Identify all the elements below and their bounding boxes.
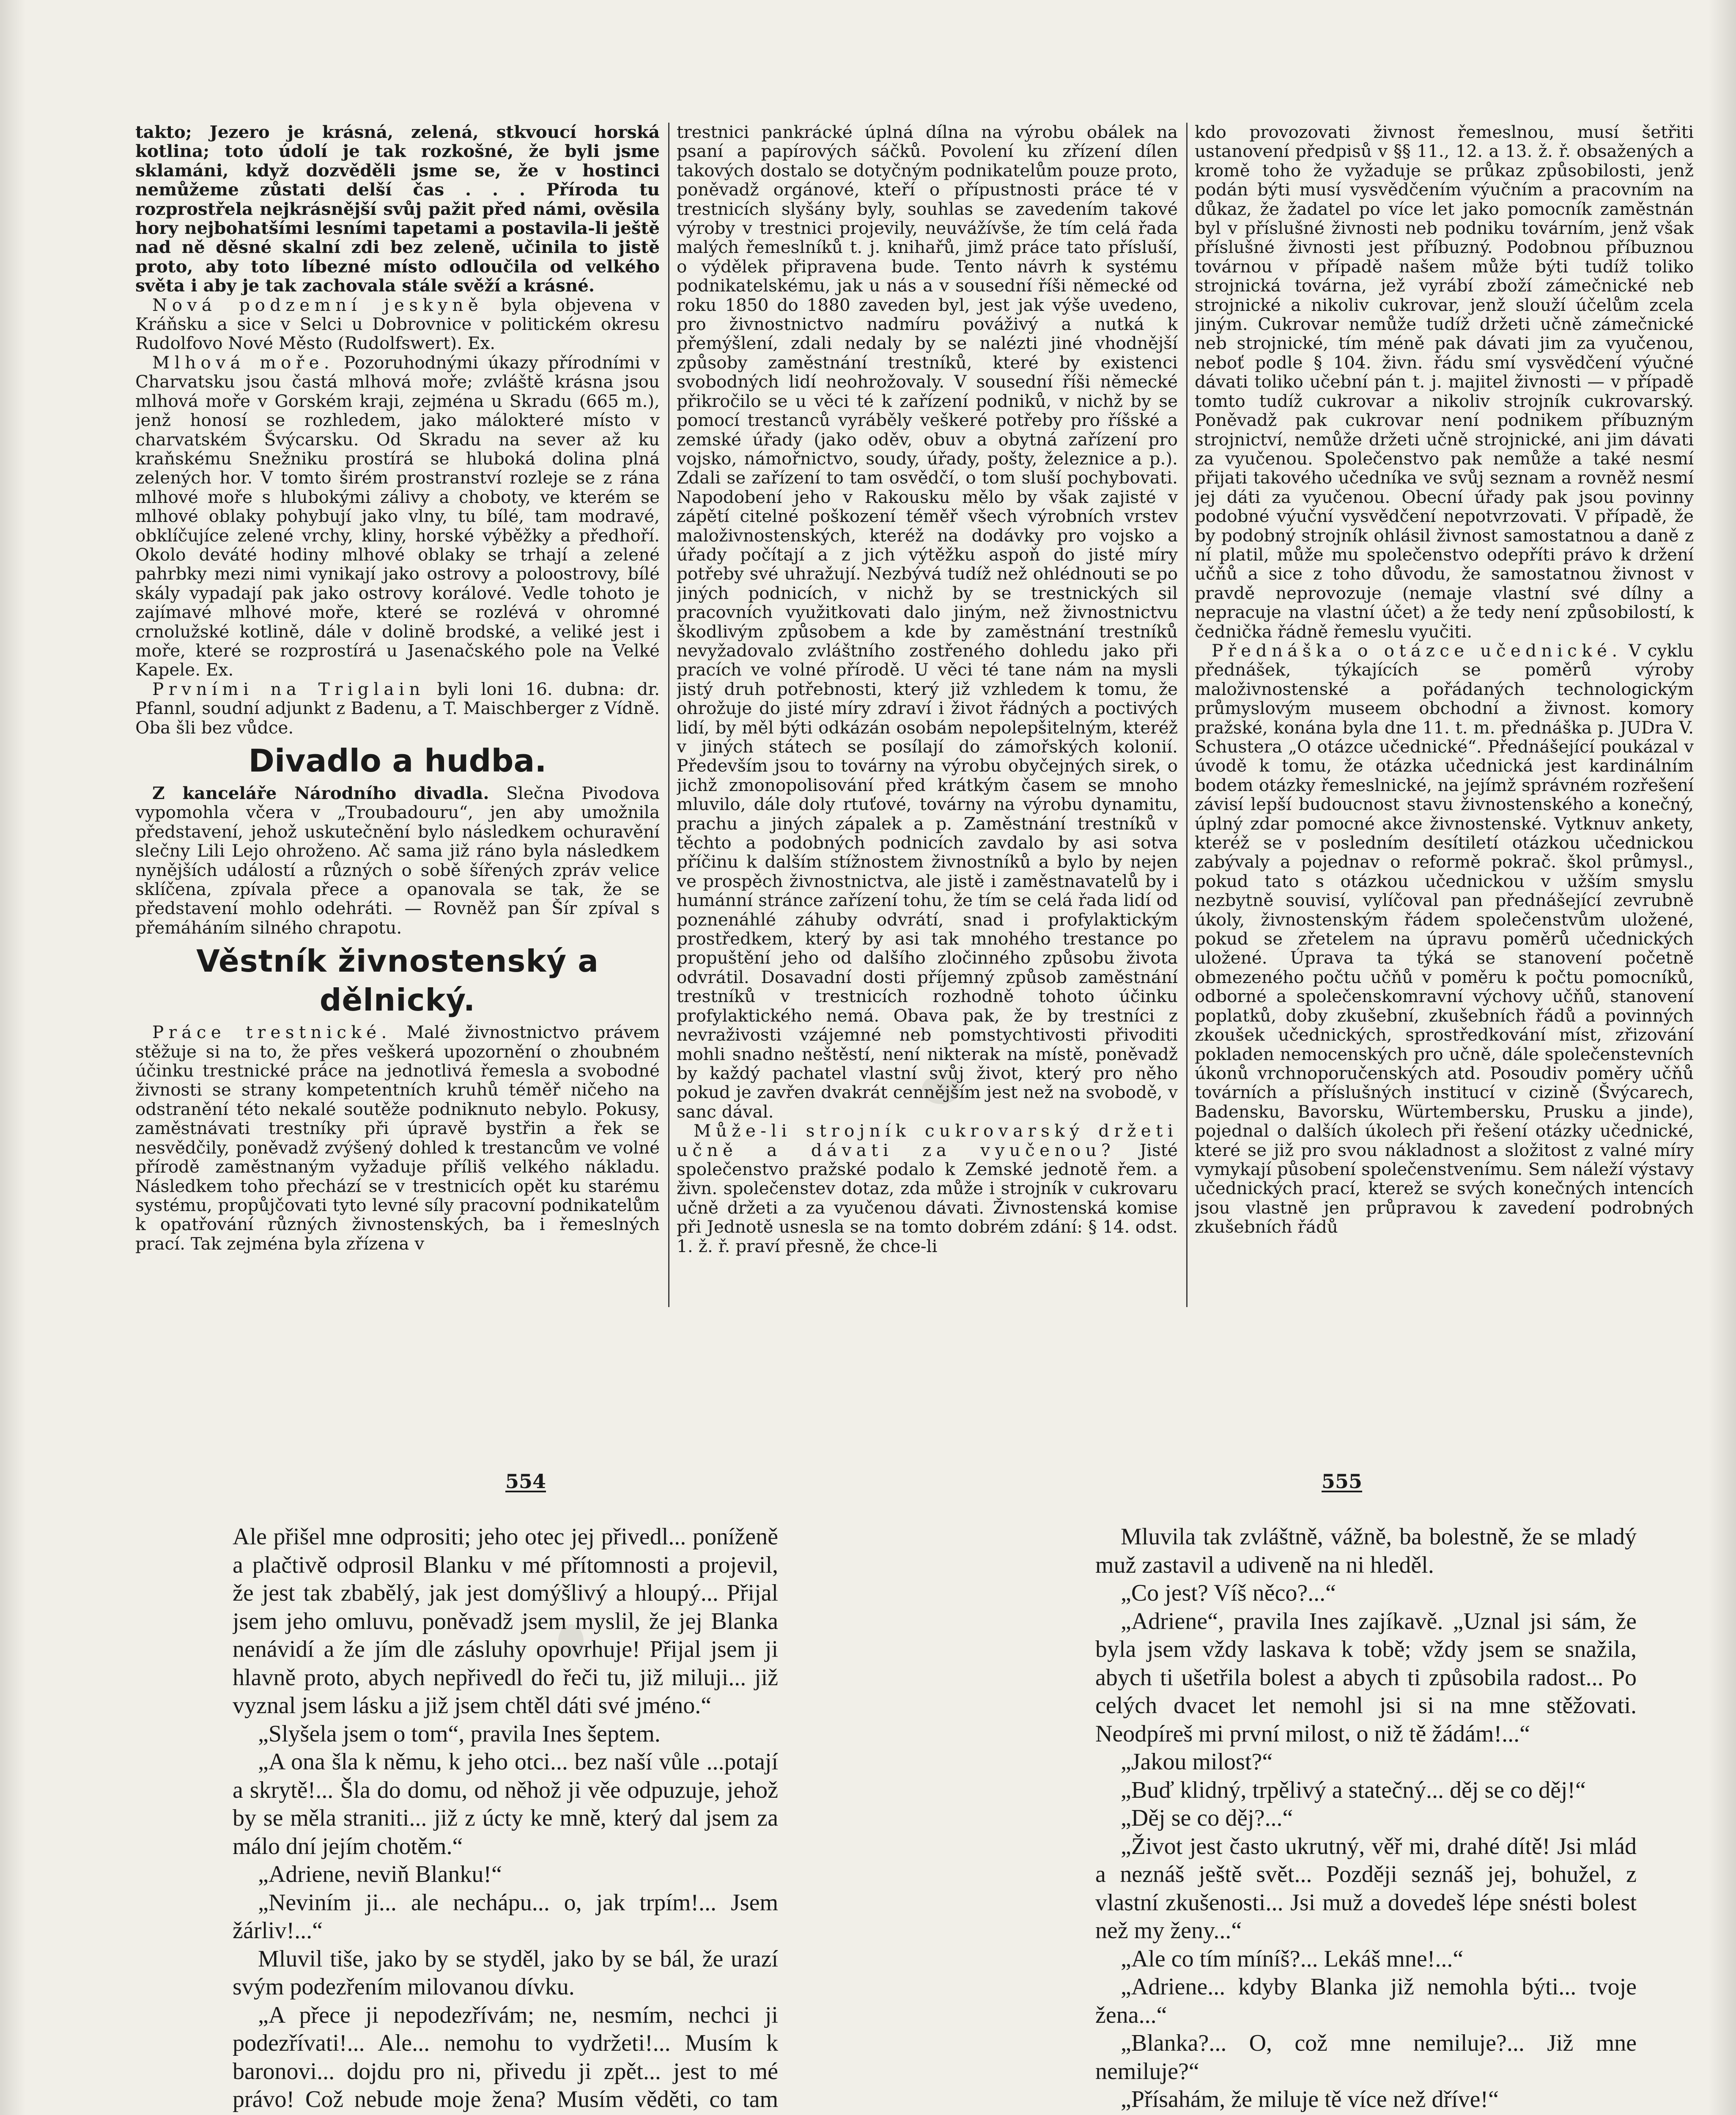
trade-section-heading: Věstník živnostenský a dělnický. (196, 943, 599, 1018)
novel-paragraph: „Přísahám, že miluje tě více než dříve!“ (1121, 2086, 1499, 2112)
triglav-paragraph: Prvními na Triglain byli loni 16. dubna: dr. Pfannl, soudní adjunkt z Badenu, a T. Maischberger z Vídně. Oba šli bez vůdce. (135, 678, 660, 738)
novel-paragraph: „A ona šla k němu, k jeho otci... bez naší vůle ...potají a skrytě!... Šla do domu, od něhož ji věe odpuzuje, jehož by se měla straniti... již z úcty ke mně, který dal jsem za málo dní jejím chotěm.“ (233, 1749, 778, 1860)
column-1 (135, 123, 660, 1307)
novel-paragraph: „Neviním ji... ale nechápu... o, jak trpím!... Jsem žárliv!...“ (233, 1889, 778, 1944)
novel-left-column (233, 1523, 778, 2115)
theatre-paragraph: Z kanceláře Národního divadla. Slečna Pivodova vypomohla včera v „Troubadouru“, jen aby umožnila představení, jehož uskutečnění bylo následkem ochuravění slečny Lili Lejo ohroženo. Ač sama již ráno byla následkem nynějších událostí a různých o sobě šířených zpráv velice sklíčena, zpívala přece a opanovala se tak, že se představení mohlo odehráti. — Rovněž pan Šír zpíval s přemáháním silného chrapotu. (135, 783, 660, 938)
column-rule (1186, 123, 1188, 1307)
novel-paragraph: „A přece ji nepodezřívám; ne, nesmím, nechci ji podezřívati!... Ale... nemohu to vydržeti!... Musím k baronovi... dojdu pro ni, přivedu ji zpět... jest to mé právo! Což nebude moje žena? Musím věděti, co tam (233, 2002, 778, 2112)
novel-paragraph: „Buď klidný, trpělivý a statečný... děj se co děj!“ (1121, 1777, 1586, 1803)
lake-paragraph: takto; Jezero je krásná, zelená, stkvoucí horská kotlina; toto údolí je tak rozkošné, že byli jsme sklamáni, když dozvěděli jsme se, že v hostinci nemůžeme zůstati delší čas . . . Příroda tu rozprostřela nejkrásnější svůj pažit před námi, ověsila hory nejbohatšími lesními tapetami a postavila-li ještě nad ně děsné skalní zdi bez zeleně, učinila to jistě proto, aby toto líbezné místo odloučila od velkého světa i aby je tak zachovala stále svěží a krásné. (135, 123, 660, 296)
novel-paragraph: Mluvila tak zvláštně, vážně, ba bolestně, že se mladý muž zastavil a udiveně na ni hleděl. (1095, 1524, 1637, 1578)
page-number-right: 555 (1322, 1470, 1363, 1493)
theatre-section-heading: Divadlo a hudba. (248, 743, 547, 779)
novel-paragraph: „Co jest? Víš něco?...“ (1121, 1580, 1336, 1606)
novel-paragraph: „Život jest často ukrutný, věř mi, drahé dítě! Jsi mlád a neznáš ještě svět... Později seznáš jej, bohužel, z vlastní zkušenosti... Jsi muž a dovedeš lépe snésti bolest než my ženy...“ (1095, 1833, 1637, 1944)
novel-paragraph: „Ale co tím míníš?... Lekáš mne!...“ (1121, 1945, 1464, 1972)
novel-paragraph: „Adriene“, pravila Ines zajíkavě. „Uznal jsi sám, že byla jsem vždy laskava k tobě; vždy jsem se snažila, abych ti ušetřila bolest a abych ti způsobila radost... Po celých dvacet let nemohl jsi si na mne stěžovati. Neodpíreš mi první milost, o niž tě žádám!...“ (1095, 1608, 1637, 1747)
page-number-left: 554 (505, 1470, 546, 1493)
convict-labor-paragraph: Práce trestnické. Malé živnostnictvo právem stěžuje si na to, že přes veškerá upozornění o zhoubném účinku trestnické práce na jednotlivá řemesla a svobodné živnosti se strany kompetentních kruhů téměř ničeho na odstranění této nekalé soutěže podniknuto nebylo. Pokusy, zaměstnávati trestníky při úpravě bystřin a řek se nesvědčily, poněvadž zvýšený dohled k trestancům ve volné přírodě zaměstnaným vyžaduje příliš velkého nákladu. Následkem toho přechází se v trestnicích opět ku starému systému, propůjčovati tyto levné síly pracovní podnikatelům k opatřování různých živnostenských, ba i řemeslných prací. Tak zejména byla zřízena v (135, 1022, 660, 1254)
column-2 (677, 123, 1178, 1307)
novel-paragraph: „Jakou milost?“ (1121, 1749, 1273, 1775)
novel-paragraph: „Blanka?... O, což mne nemiluje?... Již mne nemiluje?“ (1095, 2030, 1637, 2085)
novel-paragraph: „Děj se co děj?...“ (1121, 1805, 1293, 1831)
novel-paragraph: Mluvil tiše, jako by se styděl, jako by se bál, že urazí svým podezřením milovanou dívku. (233, 1945, 778, 2000)
column-rule (668, 123, 669, 1307)
novel-paragraph: „Adriene... kdyby Blanka již nemohla býti... tvoje žena...“ (1095, 1974, 1637, 2028)
sugar-mill-continued: kdo provozovati živnost řemeslnou, musí šetřiti ustanovení předpisů v §§ 11., 12. a 13. ž. ř. obsažených a kromě toho že vyžaduje se průkaz způsobilosti, jenž podán býti musí vysvědčením výučním a pracovním na důkaz, že žadatel po více let jako pomocník zaměstnán byl v příslušné živnosti neb podniku továrním, jenž však příslušné živnosti jest příbuzný. Podobnou příbuznou továrnou v případě našem může býti tudíž toliko strojnická továrna, jež vyrábí zboží zámečnické neb strojnické a nikoliv cukrovar, jenž slouží účelům zcela jiným. Cukrovar nemůže tudíž držeti učně zámečnické neb strojnické, tím méně pak dávati jim za vyučenou, neboť podle § 104. živn. řádu smí vysvědčení výučné dávati toliko učební pán t. j. majitel živnosti — v případě tomto tudíž cukrovar a nikoliv strojník cukrovarský. Poněvadž pak cukrovar není podnikem příbuzným strojnictví, nemůže držeti učně strojnické, ani jim dávati za vyučenou. Společenstvo pak nemůže a také nesmí přijati takového učedníka ve svůj seznam a rovněž nesmí jej dáti za vyučenou. Obecní úřady pak jsou povinny podobné výuční vysvědčení nepotvrzovati. V případě, že by podobný strojník ohlásil živnost samostatnou a daně z ní platil, může mu společenstvo odepříti právo k držení učňů a sice z toho důvodu, že samostatnou živnost v pravdě neprovozuje (nemaje vlastní své dílny a nepracuje na vlastní účet) a že tedy není způsobilostí, k čednička řádně řemeslu vyučiti. (1195, 123, 1694, 642)
sugar-mill-paragraph: Může-li strojník cukrovarský držeti učně a dávati za vyučenou? Jisté společenstvo pražské podalo k Zemské jednotě řem. a živn. společenstev dotaz, zda může i strojník v cukrovaru učně držeti a za vyučenou dávati. Živnostenská komise při Jednotě usnesla se na tomto dobrém zdání: § 14. odst. 1. ž. ř. praví přesně, že chce-li (677, 1121, 1178, 1256)
cave-paragraph: Nová podzemní jeskyně byla objevena v Kráňsku a sice v Selci u Dobrovnice v politickém okresu Rudolfovo Nové Město (Rudolfswert). Ex. (135, 294, 660, 354)
fog-sea-paragraph: Mlhová moře. Pozoruhodnými úkazy přírodními v Charvatsku jsou častá mlhová moře; zvláště krásna jsou mlhová moře v Gorském kraji, zejména u Skradu (665 m.), jenž honosí se rozhledem, jako málokteré místo v charvatském Švýcarsku. Od Skradu na sever až ku kraňskému Snežniku prostírá se hluboká dolina plná zelených hor. V tomto širém prostranství rozleje se z rána mlhové moře s hlubokými zálivy a choboty, ve kterém se mlhové oblaky pohybují jako vlny, tu bílé, tam modravé, obklíčujíce zelené vrchy, kliny, horské výběžky a předhoří. Okolo deváté hodiny mlhové oblaky se trhají a zelené pahrbky mezi nimi vynikají jako ostrovy a poloostrovy, bílé skály vypadají pak jako ostrovy korálové. Vedle tohoto je zajímavé mlhové moře, které se rozlévá v ohromné crnolužské kotlině, dále v dolině brodské, a veliké jest i moře, které se rozprostírá u Jasenačského pole na Velké Kapele. Ex. (135, 352, 660, 680)
novel-paragraph: „Adriene, neviň Blanku!“ (258, 1861, 502, 1887)
novel-paragraph: „Slyšela jsem o tom“, pravila Ines šeptem. (258, 1720, 661, 1747)
novel-right-column (1095, 1523, 1637, 2115)
novel-paragraph: Ale přišel mne odprositi; jeho otec jej přivedl... poníženě a plačtivě odprosil Blanku v mé přítomnosti a projevil, že jest tak zbabělý, jak jest domýšlivý a hloupý... Přijal jsem jeho omluvu, poněvadž jsem myslil, že jej Blanka nenávidí a že jím dle zásluhy opovrhuje! Přijal jsem ji hlavně proto, abych nepřivedl do řeči tu, již miluji... již vyznal jsem lásku a již jsem chtěl dáti své jméno.“ (233, 1524, 778, 1719)
apprentice-lecture-paragraph: Přednáška o otázce učednické. V cyklu přednášek, týkajících se poměrů výroby maloživnostenské a pořádaných technologickým průmyslovým museem obchodní a živnost. komory pražské, konána byla dne 11. t. m. přednáška p. JUDra V. Schustera „O otázce učednické“. Přednášející poukázal v úvodě k tomu, že otázka učednická jest kardinálním bodem otázky řemeslnické, na jejímž správném rozřešení závisí lepší budoucnost stavu živnostenského a konečný, úplný zdar pomocné akce živnostenské. Vytknuv ankety, kteréž se v posledním desítiletí otázkou učednickou zabývaly a pojednav o reformě pokrač. škol průmysl., pokud tato s otázkou učednickou v užším smyslu nezbytně souvisí, vylíčoval pan přednášející zevrubně úkoly, živnostenským řádem společenstvům uložené, pokud se zřetelem na úpravu poměrů učednických uložené. Úprava ta týká se stanovení početně obmezeného počtu učňů v poměru k počtu pomocníků, odborné a společenskomravní výchovy učňů, stanovení poplatků, doby zkušební, zkušebních řádů a povinných zkoušek učednických, sprostředkování míst, zřizování pokladen nemocenských pro učně, dále společenstevních úkonů vrchnoporučenských atd. Posoudiv poměry učňů továrních a příslušných institucí v cizině (Švýcarech, Badensku, Bavorsku, Würtembersku, Prusku a jinde), pojednal o dalších úkolech při řešení otázky učednické, které se již pro svou nákladnost a složitost z valné míry vymykají působení společenstvenímu. Sem náleží výstavy učednických prací, kterež se svých konečných intencích jsou vlastně jen průpravou k zavedení podrobných zkušebních řádů (1195, 640, 1694, 1237)
novel-paragraph (1095, 2114, 1637, 2115)
convict-labor-continued: trestnici pankrácké úplná dílna na výrobu obálek na psaní a papírových sáčků. Povolení ku zřízení dílen takových dostalo se dotyčným podnikatelům pouze proto, poněvadž orgánové, kteří o přípustnosti práce té v trestnicích slyšány byly, souhlas se zavedením takové výroby v trestnici projevily, neuvážívše, že tím celá řada malých řemeslníků t. j. knihařů, jimž práce tato přísluší, o výdělek připravena bude. Tento návrh k systému podnikatelskému, jak u nás a v sousední říši německé od roku 1850 do 1880 zaveden byl, jest jak výše uvedeno, pro živnostnictvo nadmíru pováživý a nutká k přemýšlení, zdali nedaly by se nalézti jiné vhodnější způsoby zaměstnání trestníků, které by existenci svobodných lidí neohrožovaly. V sousední říši německé přikročilo se u věci té k zařízení podniků, v nichž by se pomocí trestanců vyráběly veškeré potřeby pro říšské a zemské úřady (jako oděv, obuv a obytná zařízení pro vojsko, námořnictvo, soudy, úřady, pošty, železnice a p.). Zdali se zařízení to tam osvědčí, o tom sluší pochybovati. Napodobení jeho v Rakousku mělo by však zajisté v zápětí citelné poškození téměř všech výrobních vrstev maloživnostenských, kteréž na dodávky pro vojsko a úřady počítají a z jich výtěžku aspoň do jisté míry potřeby své uhražují. Nezbývá tudíž než ohlédnouti se po jiných podnicích, v nichž by se trestnických sil pracovních využitkovati dalo jiným, než živnostnictvu škodlivým způsobem a kde by zaměstnání trestníků nevyžadovalo zvláštního zostřeného dohledu jako při pracích ve volné přírodě. U věci té tane nám na mysli jistý druh potřebnosti, který již vzhledem k tomu, že ohrožuje do jisté míry zdraví i život řádných a poctivých lidí, by měl býti odkázán osobám nepolepšitelným, kteréž v jiných státech se posílají do zámořských kolonií. Především jsou to továrny na výrobu obyčejných sirek, o jichž zmonopolisování před krátkým časem se mnoho mluvilo, dále doly rtuťové, továrny na výrobu dynamitu, prachu a jiných zápalek a p. Zaměstnání trestníků v těchto a podobných podnicích zavdalo by asi sotva příčinu k dalším stížnostem živnostníků a bylo by nejen ve prospěch živnostnictva, ale jistě i zaměstnavatelů by i humánní stránce zařízení tohu, že tím se celá řada lidí od poznenáhlé záhuby odvrátí, snad i profylaktickým prostředkem, který by asi tak mnohého trestance po propuštění jeho od dalšího zločinného způsobu života odvrátil. Dosavadní dosti příjemný způsob zaměstnání trestníků v trestnicích rozhodně tohoto účinku profylaktického nemá. Obava pak, že by trestníci z nevraživosti vzájemné neb pomstychtivosti přivoditi mohli snadno neštěstí, není nikterak na místě, poněvadž by každý pachatel vlastní svůj život, který pro něho pokud je zavřen dvakrát cennějším jest než na svobodě, v sanc dával. (677, 123, 1178, 1122)
column-3 (1195, 123, 1694, 1307)
